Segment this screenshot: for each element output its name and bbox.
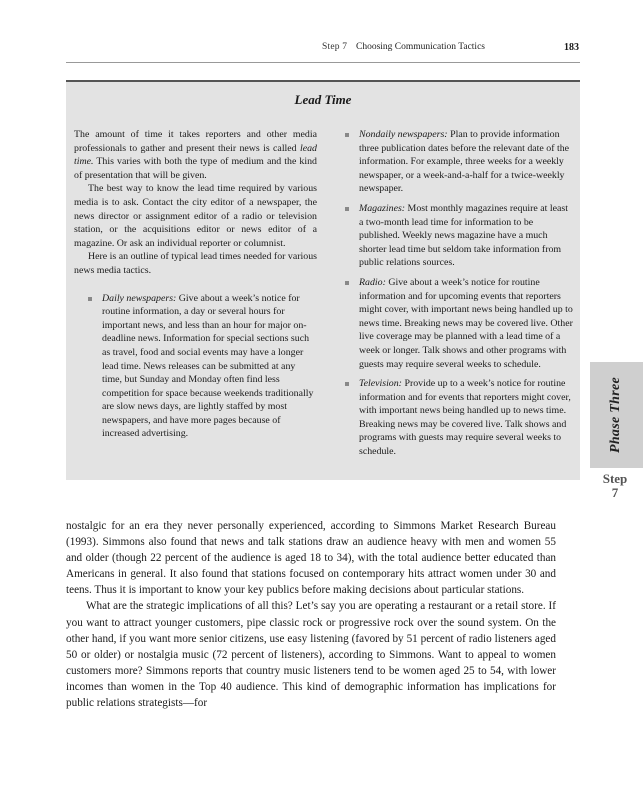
step-word: Step [602, 471, 628, 486]
bullet-nondaily-newspapers [345, 128, 573, 196]
bullet-square-icon [345, 382, 349, 386]
bullet-label: Daily newspapers: [102, 292, 177, 304]
sidebar-paragraph-1 [74, 128, 317, 182]
header-rule [66, 62, 580, 63]
bullet-daily-newspapers [88, 292, 317, 442]
bullet-magazines [345, 202, 573, 270]
bullet-label: Television: [359, 378, 402, 390]
sidebar-p1-text-a: The amount of time it takes reporters and other media professionals to gather and present their news is called [74, 129, 317, 154]
bullet-radio [345, 276, 573, 371]
bullet-square-icon [345, 207, 349, 211]
body-paragraph-2: What are the strategic implications of all this? Let’s say you are operating a restaurant or a retail store. If you want to attract younger customers, pipe classic rock or progressive rock over the sound system. On the other hand, if you want more senior citizens, use easy listening (favored by 51 percent of radio listeners aged 50 or older) or nostalgia music (72 percent of listeners), according to Simmons. Want to appeal to women customers more? Simmons reports that country music listeners tend to be women aged 25 to 54, with lower incomes than women in the Top 40 audience. This kind of demographic information has implications for public relations strategists—for [66, 600, 556, 710]
bullet-text: Give about a week’s notice for routine information, a day or several hours for important news, and less than an hour for major on-deadline news. Information for special sections such as travel, food and social events may have a longer lead time. News releases can be submitted at any time, but Sunday and Monday often find less competition for space because weekends traditionally are slow news days, are lightly staffed by most newspapers, and have more pages because of increased advertising. [102, 292, 314, 440]
bullet-label: Radio: [359, 276, 386, 288]
bullet-text: Provide up to a week’s notice for routine information and for events that reporters might cover, with important news being handled up to news time. Breaking news may be covered live. Talk shows and programs with guests may require several weeks to schedule. [359, 378, 571, 458]
bullet-square-icon [345, 281, 349, 285]
page-number: 183 [564, 42, 579, 53]
bullet-square-icon [345, 133, 349, 137]
sidebar-left-bullets [74, 292, 317, 442]
bullet-text: Plan to provide information three publication dates before the relevant date of the information. For example, three weeks for a weekly newspaper, or a week-and-a-half for a twice-weekly newspaper. [359, 129, 570, 195]
bullet-text: Give about a week’s notice for routine information and for upcoming events that reporters might cover, with important news being handled up to news time. Breaking news may be covered live. Other live coverage may be planned with a lead time of a week or longer. Talk shows and other programs with guests may require several weeks to schedule. [359, 276, 573, 370]
main-body-text [66, 518, 556, 711]
sidebar-p1-text-b: This varies with both the type of medium and the kind of presentation that will be given. [74, 156, 317, 181]
lead-time-term: lead time. [74, 142, 317, 168]
step-marker [590, 472, 640, 500]
bullet-television [345, 377, 573, 459]
step-number: 7 [611, 485, 619, 500]
bullet-square-icon [88, 297, 92, 301]
sidebar-title: Lead Time [294, 92, 352, 107]
sidebar-paragraph-3: Here is an outline of typical lead times needed for various news media tactics. [74, 251, 317, 276]
header-chapter-title: Choosing Communication Tactics [356, 42, 485, 52]
running-header [0, 42, 643, 56]
phase-label: Phase Three [608, 376, 623, 454]
phase-tab [590, 362, 643, 468]
header-step: Step 7 [322, 42, 348, 52]
sidebar-right-bullets [345, 128, 573, 459]
lead-time-sidebar [66, 80, 580, 480]
sidebar-paragraph-2: The best way to know the lead time required by various media is to ask. Contact the city editor of a newspaper, the news director or assignment editor of a radio or television station, or the acquisitions editor or news editor of a magazine. Or ask an individual reporter or columnist. [74, 183, 317, 249]
body-paragraph-1: nostalgic for an era they never personally experienced, according to Simmons Market Research Bureau (1993). Simmons also found that news and talk stations draw an audience heavy with men and women 55 and older (though 22 percent of the audience is aged 18 to 34), with the total audience better educated than Americans in general. It also found that stations focused on contemporary hits attract women under 30 and teens. Thus it is important to know your key publics before making decisions about particular stations. [66, 520, 556, 597]
sidebar-left-column [74, 128, 317, 447]
bullet-text: Most monthly magazines require at least a two-month lead time for information to be published. Weekly news magazine have a much shorter lead time but seldom take information from public relations sources. [359, 202, 568, 269]
sidebar-right-column [345, 128, 573, 465]
bullet-label: Nondaily newspapers: [359, 129, 448, 140]
bullet-label: Magazines: [359, 202, 406, 214]
